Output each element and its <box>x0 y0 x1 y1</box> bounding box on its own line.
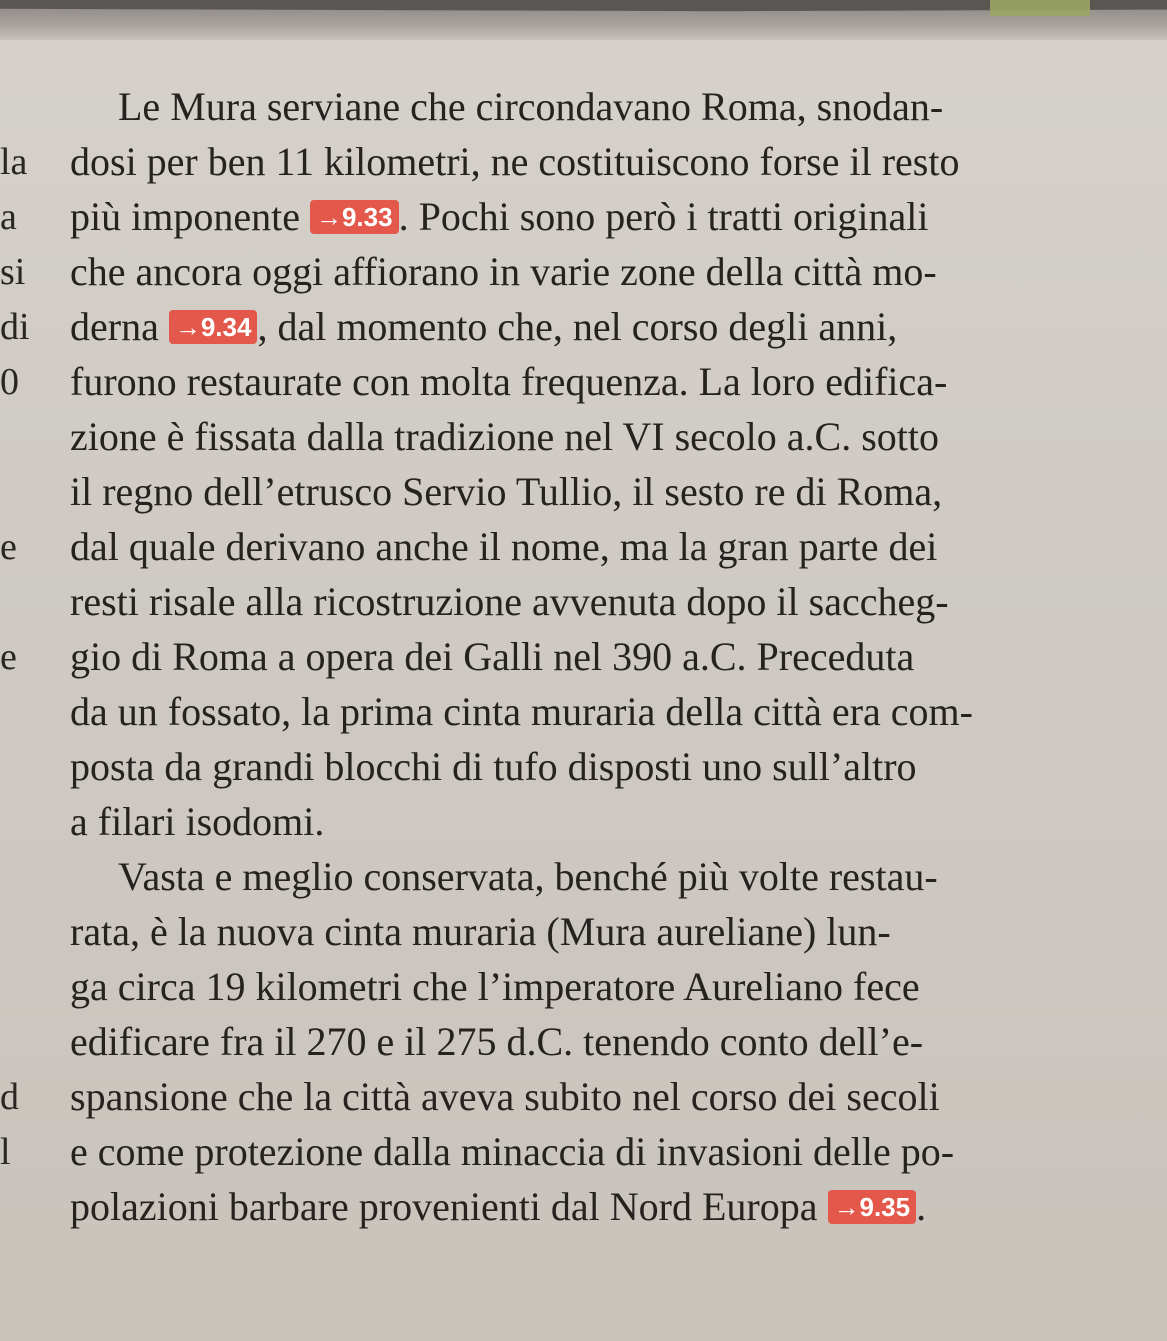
text-line <box>70 958 920 1016</box>
text-line <box>70 353 947 411</box>
line-text: più imponente <box>70 194 310 239</box>
line-text: gio di Roma a opera dei Galli nel 390 a.C. Preceduta <box>70 634 915 679</box>
text-line <box>70 408 939 466</box>
line-text: , dal momento che, nel corso degli anni, <box>257 304 898 349</box>
text-line <box>118 848 938 906</box>
margin-fragment: l <box>0 1131 11 1173</box>
text-line <box>70 683 973 741</box>
line-text: spansione che la città aveva subito nel corso dei secoli <box>70 1074 940 1119</box>
margin-fragment: di <box>0 306 30 348</box>
line-text: polazioni barbare provenienti dal Nord Europa <box>70 1184 828 1229</box>
text-line <box>70 518 937 576</box>
text-line <box>70 1068 940 1126</box>
line-text: il regno dell’etrusco Servio Tullio, il sesto re di Roma, <box>70 469 943 514</box>
line-text: Le Mura serviane che circondavano Roma, snodan- <box>118 84 944 129</box>
text-line <box>70 628 914 686</box>
text-line <box>118 78 943 136</box>
line-text: ga circa 19 kilometri che l’imperatore Aureliano fece <box>70 964 920 1009</box>
text-line <box>70 903 891 961</box>
margin-fragment: a <box>0 196 17 238</box>
text-line <box>70 298 897 356</box>
margin-fragment: 0 <box>0 361 19 403</box>
line-text: resti risale alla ricostruzione avvenuta dopo il saccheg- <box>70 579 949 624</box>
margin-fragment: e <box>0 636 17 678</box>
cross-reference-badge[interactable]: →9.33 <box>310 200 399 234</box>
line-text: furono restaurate con molta frequenza. La loro edifica- <box>70 359 948 404</box>
text-line <box>70 1123 954 1181</box>
line-text: Vasta e meglio conservata, benché più volte restau- <box>118 854 938 899</box>
line-text: da un fossato, la prima cinta muraria della città era com- <box>70 689 973 734</box>
line-text: dal quale derivano anche il nome, ma la gran parte dei <box>70 524 938 569</box>
text-line <box>70 573 949 631</box>
margin-fragment: si <box>0 251 26 293</box>
line-text: e come protezione dalla minaccia di invasioni delle po- <box>70 1129 955 1174</box>
text-line <box>70 793 324 851</box>
text-line <box>70 188 929 246</box>
text-line <box>70 1013 923 1071</box>
line-text: zione è fissata dalla tradizione nel VI secolo a.C. sotto <box>70 414 939 459</box>
line-text: . <box>916 1184 927 1229</box>
line-text: . Pochi sono però i tratti originali <box>398 194 929 239</box>
cross-reference-badge[interactable]: →9.34 <box>169 310 258 344</box>
text-line <box>70 133 959 191</box>
text-line <box>70 738 917 796</box>
text-line <box>70 463 942 521</box>
line-text: rata, è la nuova cinta muraria (Mura aureliane) lun- <box>70 909 891 954</box>
text-line <box>70 1178 926 1236</box>
line-text: derna <box>70 304 169 349</box>
line-text: posta da grandi blocchi di tufo disposti uno sull’altro <box>70 744 917 789</box>
margin-fragment: e <box>0 526 17 568</box>
line-text: edificare fra il 270 e il 275 d.C. tenendo conto dell’e- <box>70 1019 924 1064</box>
line-text: che ancora oggi affiorano in varie zone della città mo- <box>70 249 937 294</box>
margin-fragment: la <box>0 141 28 183</box>
line-text: a filari isodomi. <box>70 799 325 844</box>
line-text: dosi per ben 11 kilometri, ne costituiscono forse il resto <box>70 139 960 184</box>
margin-fragment: d <box>0 1076 19 1118</box>
cross-reference-badge[interactable]: →9.35 <box>828 1190 917 1224</box>
text-line <box>70 243 937 301</box>
